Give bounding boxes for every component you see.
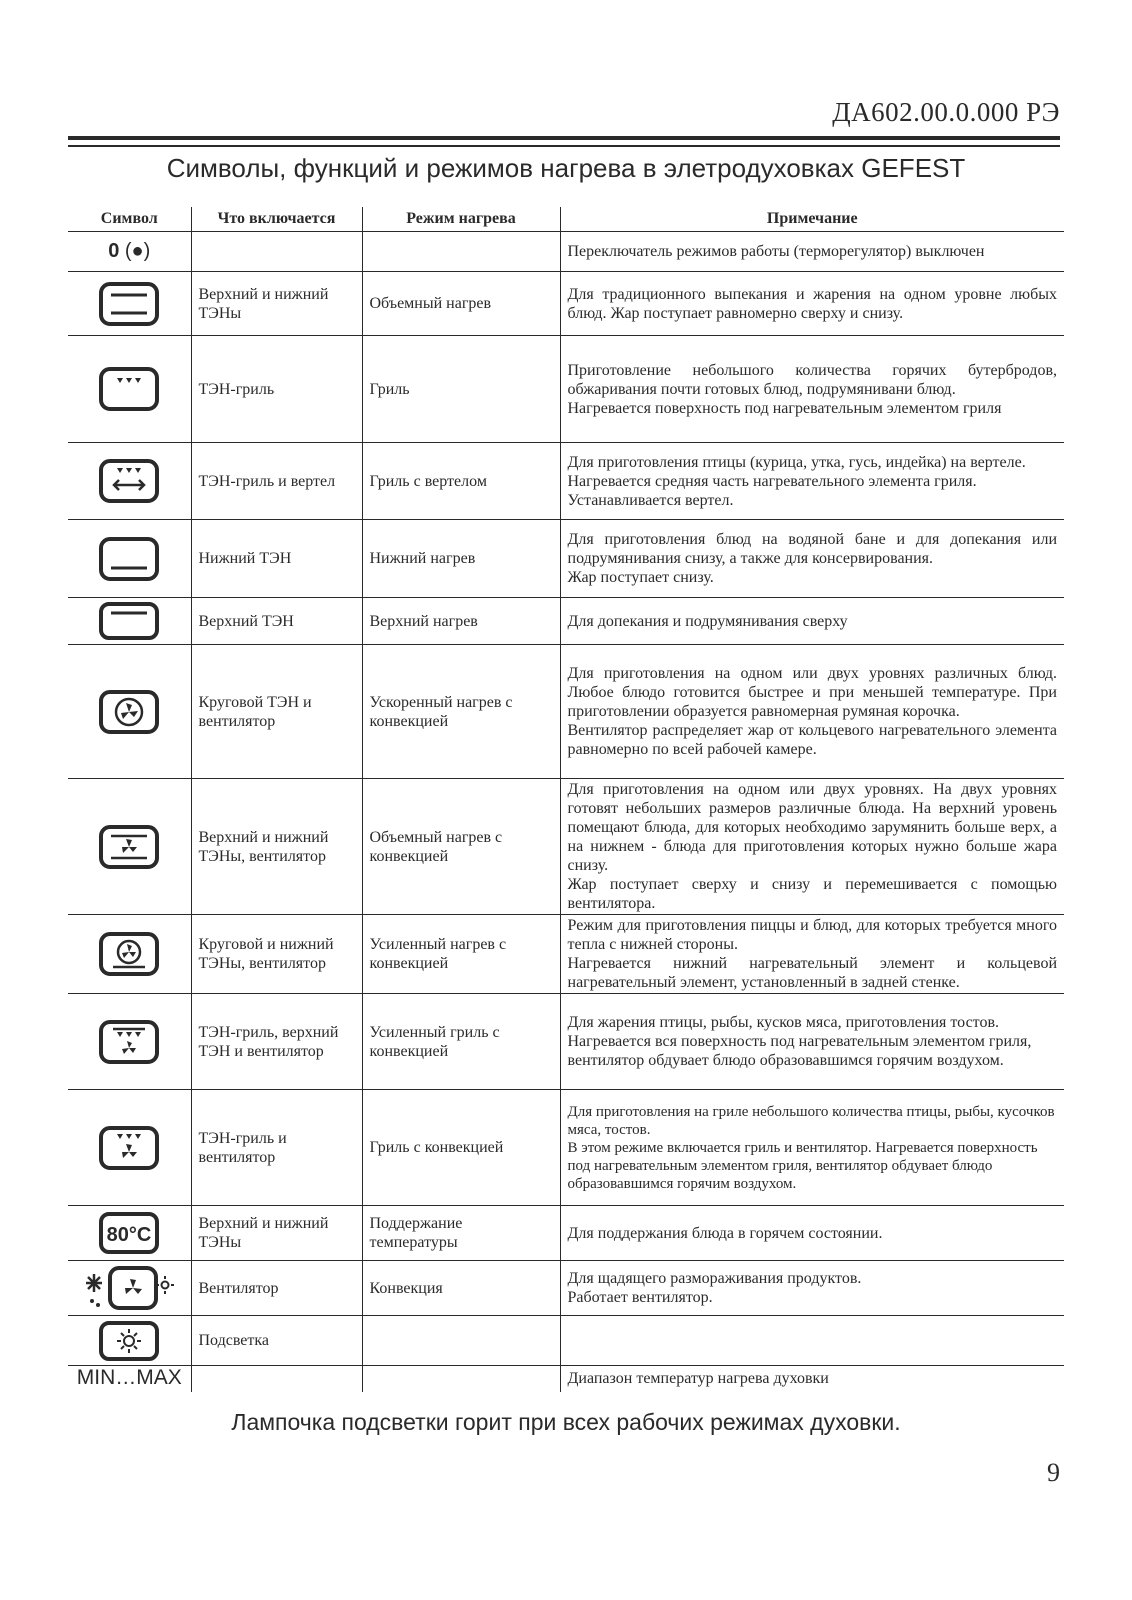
mode-cell: [362, 1366, 560, 1392]
symbol-cell: [68, 1090, 191, 1206]
what-cell: ТЭН-гриль и вентилятор: [191, 1090, 362, 1206]
table-row: [68, 598, 1064, 645]
header-rule-thin: [68, 145, 1060, 147]
note-cell: Для приготовления птицы (курица, утка, гусь, индейка) на вертеле. Нагревается средняя часть нагревательного элемента гриля. Устанавливается вертел.: [560, 443, 1064, 520]
top-heat-icon: [98, 601, 160, 641]
symbol-cell: [68, 915, 191, 994]
note-paragraph: Для жарения птицы, рыбы, кусков мяса, приготовления тостов.: [567, 1014, 1000, 1031]
note-paragraph: В этом режиме включается гриль и вентилятор. Нагревается поверхность под нагревательным элементом гриля, вентилятор обдувает блюдо образовавшимся горячим воздухом.: [567, 1139, 1038, 1192]
mode-cell: Нижний нагрев: [362, 520, 560, 598]
mode-cell: [362, 232, 560, 272]
column-header-symbol: Символ: [68, 207, 191, 232]
what-cell: ТЭН-гриль: [191, 336, 362, 443]
note-cell: [560, 1261, 1064, 1316]
note-cell: Диапазон температур нагрева духовки: [560, 1366, 1064, 1392]
table-row: [68, 1316, 1064, 1366]
symbol-cell: [68, 336, 191, 443]
note-cell: Для поддержания блюда в горячем состоянии.: [560, 1206, 1064, 1261]
mode-cell: Гриль: [362, 336, 560, 443]
note-paragraph: Вентилятор распределяет жар от кольцевого нагревательного элемента равномерно по всей рабочей камере.: [567, 722, 1057, 758]
off-symbol: 0 (●): [108, 239, 151, 262]
note-paragraph: Жар поступает снизу.: [567, 569, 714, 586]
note-cell: [560, 779, 1064, 915]
column-header-mode: Режим нагрева: [362, 207, 560, 232]
what-cell: Вентилятор: [191, 1261, 362, 1316]
column-header-note: Примечание: [560, 207, 1064, 232]
note-cell: [560, 520, 1064, 598]
note-paragraph: Работает вентилятор.: [567, 1289, 713, 1306]
note-paragraph: Для приготовления на одном или двух уровнях. На двух уровнях готовят небольших размеров различные блюда. На верхний уровень помещают блюда, для которых необходимо зарумянить больше верх, а на нижнем - блюда для приготовления которых нужно больше жара снизу.: [567, 781, 1057, 874]
what-cell: Нижний ТЭН: [191, 520, 362, 598]
symbol-cell: [68, 520, 191, 598]
mode-cell: Ускоренный нагрев с конвекцией: [362, 645, 560, 779]
what-cell: [191, 1366, 362, 1392]
what-cell: Верхний и нижний ТЭНы: [191, 272, 362, 336]
note-cell: [560, 336, 1064, 443]
what-cell: ТЭН-гриль, верхний ТЭН и вентилятор: [191, 994, 362, 1090]
what-cell: Верхний и нижний ТЭНы, вентилятор: [191, 779, 362, 915]
header-rule-thick: [68, 136, 1060, 140]
table-row: [68, 1261, 1064, 1316]
grill-icon: [98, 366, 160, 412]
mode-cell: Поддержание температуры: [362, 1206, 560, 1261]
table-row: [68, 645, 1064, 779]
symbol-cell: [68, 1316, 191, 1366]
table-row: [68, 915, 1064, 994]
note-paragraph: Для приготовления блюд на водяной бане и для допекания или подрумянивания снизу, а также для консервирования.: [567, 531, 1057, 567]
note-cell: [560, 1090, 1064, 1206]
symbol-cell: [68, 994, 191, 1090]
note-cell: Для традиционного выпекания и жарения на одном уровне любых блюд. Жар поступает равномерно сверху и снизу.: [560, 272, 1064, 336]
grill-rotisserie-icon: [98, 458, 160, 504]
light-icon: [98, 1320, 160, 1362]
note-cell: [560, 645, 1064, 779]
table-row: [68, 336, 1064, 443]
defrost-fan-icon: [83, 1265, 175, 1311]
bottom-heat-icon: [98, 536, 160, 582]
note-paragraph: Режим для приготовления пиццы и блюд, для которых требуется много тепла с нижней стороны.: [567, 917, 1057, 953]
grill-top-fan-icon: [98, 1019, 160, 1065]
table-row: [68, 1366, 1064, 1392]
what-cell: Верхний и нижний ТЭНы: [191, 1206, 362, 1261]
what-cell: Верхний ТЭН: [191, 598, 362, 645]
svg-text:80°C: 80°C: [106, 1224, 152, 1246]
what-cell: [191, 232, 362, 272]
table-row: [68, 272, 1064, 336]
table-row: [68, 443, 1064, 520]
symbol-cell: [68, 1261, 191, 1316]
mode-cell: Гриль с конвекцией: [362, 1090, 560, 1206]
note-paragraph: Нагревается вся поверхность под нагревательным элементом гриля, вентилятор обдувает блюдо образовавшимся горячим воздухом.: [567, 1033, 1032, 1069]
mode-cell: Объемный нагрев: [362, 272, 560, 336]
table-row: [68, 1090, 1064, 1206]
table-row: [68, 1206, 1064, 1261]
ring-bottom-fan-icon: [98, 931, 160, 977]
mode-cell: Конвекция: [362, 1261, 560, 1316]
table-row: [68, 779, 1064, 915]
symbol-cell: [68, 779, 191, 915]
note-cell: [560, 915, 1064, 994]
what-cell: Круговой и нижний ТЭНы, вентилятор: [191, 915, 362, 994]
symbol-cell: [68, 1366, 191, 1392]
mode-cell: Гриль с вертелом: [362, 443, 560, 520]
document-code: ДА602.00.0.000 РЭ: [832, 97, 1060, 127]
heating-modes-table: [68, 207, 1064, 1392]
footer-note: Лампочка подсветки горит при всех рабочих режимах духовки.: [231, 1409, 901, 1435]
note-cell: [560, 1316, 1064, 1366]
ring-fan-icon: [98, 689, 160, 735]
column-header-what: Что включается: [191, 207, 362, 232]
note-paragraph: Для приготовления на одном или двух уровнях различных блюд. Любое блюдо готовится быстрее и при меньшей температуре. При приготовлении образуется равномерная румяная корочка.: [567, 665, 1057, 720]
note-cell: Переключатель режимов работы (терморегулятор) выключен: [560, 232, 1064, 272]
symbol-cell: [68, 598, 191, 645]
table-row: [68, 520, 1064, 598]
note-paragraph: Нагревается нижний нагревательный элемент и кольцевой нагревательный элемент, установленный в задней стенке.: [567, 955, 1057, 991]
note-paragraph: Приготовление небольшого количества горячих бутербродов, обжаривания почти готовых блюд, подрумянивани блюд.: [567, 361, 1057, 398]
grill-fan-icon: [98, 1125, 160, 1171]
mode-cell: Усиленный нагрев с конвекцией: [362, 915, 560, 994]
note-cell: Для допекания и подрумянивания сверху: [560, 598, 1064, 645]
min-max-label: MIN…MAX: [76, 1366, 182, 1390]
top-bottom-heat-icon: [98, 281, 160, 327]
keep-warm-80c-icon: [98, 1211, 160, 1255]
note-paragraph: Для щадящего размораживания продуктов.: [567, 1270, 862, 1287]
symbol-cell: [68, 645, 191, 779]
what-cell: Подсветка: [191, 1316, 362, 1366]
table-row: [68, 994, 1064, 1090]
table-row: [68, 232, 1064, 272]
symbol-cell: [68, 232, 191, 272]
what-cell: Круговой ТЭН и вентилятор: [191, 645, 362, 779]
mode-cell: Верхний нагрев: [362, 598, 560, 645]
table-header-row: [68, 207, 1064, 232]
note-paragraph: Нагревается поверхность под нагревательным элементом гриля: [567, 399, 1002, 417]
page-number: 9: [1047, 1458, 1060, 1487]
mode-cell: Объемный нагрев с конвекцией: [362, 779, 560, 915]
symbol-cell: [68, 443, 191, 520]
symbol-cell: [68, 1206, 191, 1261]
top-bottom-fan-icon: [98, 824, 160, 870]
symbol-cell: [68, 272, 191, 336]
page-title: Символы, функций и режимов нагрева в элетродуховках GEFEST: [166, 153, 966, 183]
note-paragraph: Для приготовления на гриле небольшого количества птицы, рыбы, кусочков мяса, тостов.: [567, 1103, 1055, 1138]
note-cell: [560, 994, 1064, 1090]
mode-cell: Усиленный гриль с конвекцией: [362, 994, 560, 1090]
what-cell: ТЭН-гриль и вертел: [191, 443, 362, 520]
mode-cell: [362, 1316, 560, 1366]
note-paragraph: Жар поступает сверху и снизу и перемешивается с помощью вентилятора.: [567, 876, 1057, 912]
